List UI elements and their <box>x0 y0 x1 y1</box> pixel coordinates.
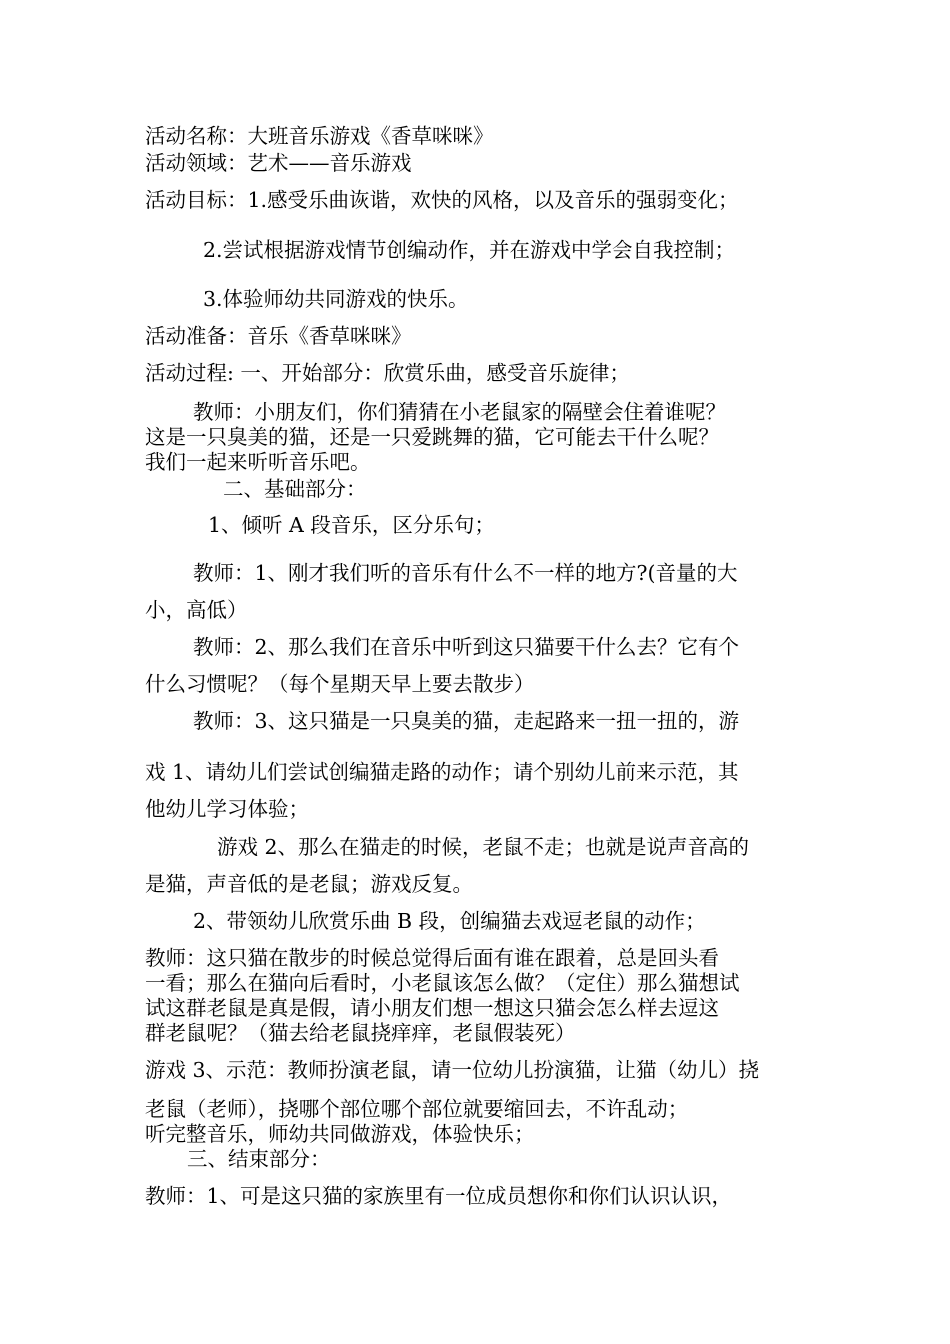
paragraph-line: 教师：这只猫在散步的时候总觉得后面有谁在跟着，总是回头看 <box>145 946 719 970</box>
paragraph-line: 他幼儿学习体验； <box>145 797 309 821</box>
activity-preparation-line: 活动准备：音乐《香草咪咪》 <box>145 324 412 348</box>
activity-domain-line: 活动领域：艺术——音乐游戏 <box>145 151 412 175</box>
paragraph-line: 什么习惯呢？（每个星期天早上要去散步） <box>145 672 535 696</box>
paragraph-line: 这是一只臭美的猫，还是一只爱跳舞的猫，它可能去干什么呢？ <box>145 425 719 449</box>
paragraph-line: 试这群老鼠是真是假，请小朋友们想一想这只猫会怎么样去逗这 <box>145 996 719 1020</box>
paragraph-line: 我们一起来听听音乐吧。 <box>145 450 371 474</box>
activity-goal-line-1: 活动目标：1.感受乐曲诙谐，欢快的风格，以及音乐的强弱变化； <box>145 188 739 212</box>
section-heading-basic: 二、基础部分： <box>223 477 367 501</box>
paragraph-line: 老鼠（老师），挠哪个部位哪个部位就要缩回去，不许乱动； <box>145 1097 689 1121</box>
paragraph-line: 群老鼠呢？（猫去给老鼠挠痒痒，老鼠假装死） <box>145 1021 576 1045</box>
subsection-heading-b: 2、带领幼儿欣赏乐曲 B 段，创编猫去戏逗老鼠的动作； <box>193 909 706 933</box>
paragraph-line: 听完整音乐，师幼共同做游戏，体验快乐； <box>145 1122 535 1146</box>
paragraph-line: 教师：1、刚才我们听的音乐有什么不一样的地方?(音量的大 <box>193 561 738 585</box>
paragraph-line: 游戏 3、示范：教师扮演老鼠，请一位幼儿扮演猫，让猫（幼儿）挠 <box>145 1058 760 1082</box>
paragraph-line: 一看；那么在猫向后看时，小老鼠该怎么做？（定住）那么猫想试 <box>145 971 740 995</box>
paragraph-line: 教师：2、那么我们在音乐中听到这只猫要干什么去？它有个 <box>193 635 740 659</box>
paragraph-line: 小，高低） <box>145 598 248 622</box>
paragraph-line: 教师：小朋友们，你们猜猜在小老鼠家的隔壁会住着谁呢？ <box>193 400 726 424</box>
activity-process-heading: 活动过程: 一、开始部分：欣赏乐曲，感受音乐旋律； <box>145 361 630 385</box>
paragraph-line: 戏 1、请幼儿们尝试创编猫走路的动作；请个别幼儿前来示范，其 <box>145 760 739 784</box>
subsection-heading-a: 1、倾听 A 段音乐，区分乐句； <box>208 513 495 537</box>
paragraph-line: 教师：3、这只猫是一只臭美的猫，走起路来一扭一扭的，游 <box>193 709 740 733</box>
paragraph-line: 教师：1、可是这只猫的家族里有一位成员想你和你们认识认识， <box>145 1184 733 1208</box>
section-heading-end: 三、结束部分： <box>187 1147 331 1171</box>
paragraph-line: 游戏 2、那么在猫走的时候，老鼠不走；也就是说声音高的 <box>217 835 750 859</box>
activity-goal-line-2: 2.尝试根据游戏情节创编动作，并在游戏中学会自我控制； <box>203 238 736 262</box>
activity-name-line: 活动名称：大班音乐游戏《香草咪咪》 <box>145 124 494 148</box>
paragraph-line: 是猫，声音低的是老鼠；游戏反复。 <box>145 872 473 896</box>
activity-goal-line-3: 3.体验师幼共同游戏的快乐。 <box>203 287 469 311</box>
